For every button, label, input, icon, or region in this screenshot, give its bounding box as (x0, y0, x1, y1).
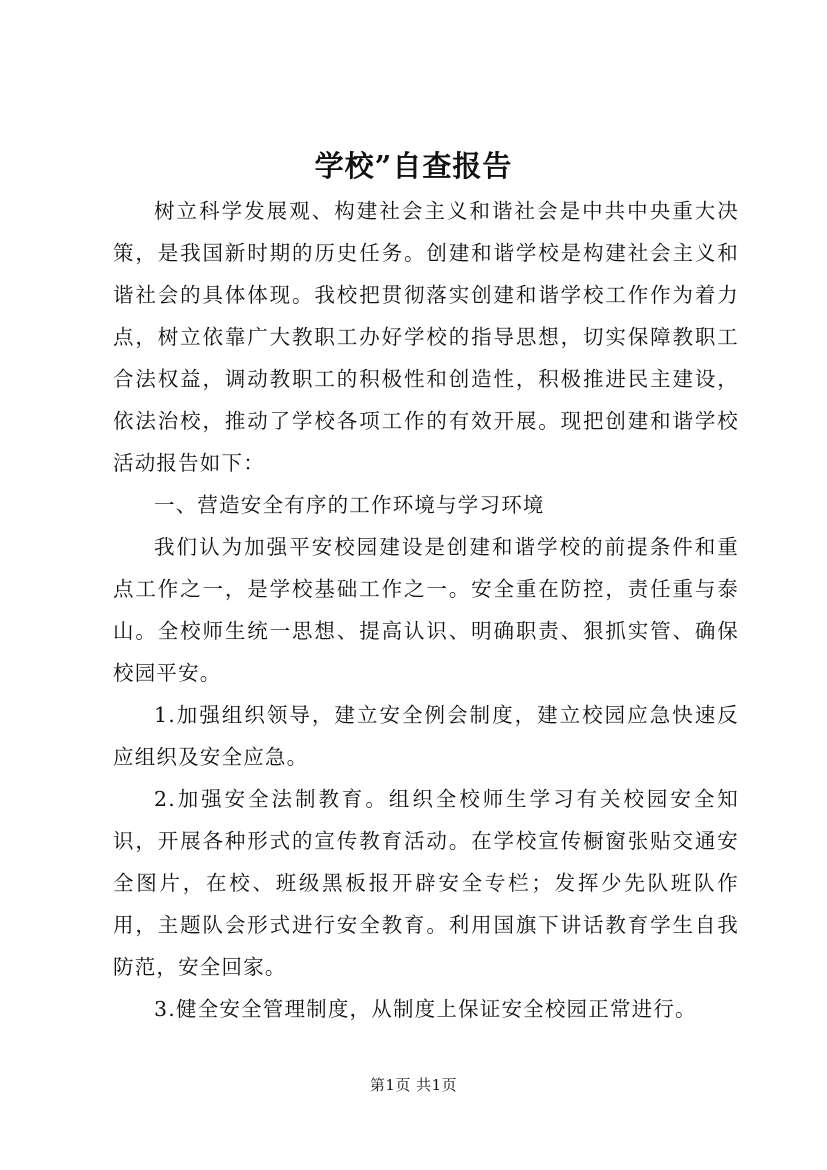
list-item-1: 1.加强组织领导，建立安全例会制度，建立校园应急快速反应组织及安全应急。 (113, 703, 739, 769)
document-body (113, 190, 739, 1030)
list-item-3: 3.健全安全管理制度，从制度上保证安全校园正常进行。 (154, 997, 697, 1021)
list-item-2: 2.加强安全法制教育。组织全校师生学习有关校园安全知识，开展各种形式的宣传教育活动。在学校宣传橱窗张贴交通安全图片，在校、班级黑板报开辟安全专栏；发挥少先队班队作用，主题队会形式进行安全教育。利用国旗下讲话教育学生自我防范，安全回家。 (113, 787, 739, 979)
paragraph-intro: 树立科学发展观、构建社会主义和谐社会是中共中央重大决策，是我国新时期的历史任务。创建和谐学校是构建社会主义和谐社会的具体体现。我校把贯彻落实创建和谐学校工作作为着力点，树立依靠广大教职工办好学校的指导思想，切实保障教职工合法权益，调动教职工的积极性和创造性，积极推进民主建设，依法治校，推动了学校各项工作的有效开展。现把创建和谐学校活动报告如下： (113, 199, 739, 475)
page-footer: 第1页 共1页 (369, 1076, 458, 1094)
section-heading-1: 一、营造安全有序的工作环境与学习环境 (154, 493, 545, 517)
paragraph-safety-intro: 我们认为加强平安校园建设是创建和谐学校的前提条件和重点工作之一，是学校基础工作之一。安全重在防控，责任重与泰山。全校师生统一思想、提高认识、明确职责、狠抓实管、确保校园平安。 (113, 535, 739, 685)
document-title: 学校”自查报告 (314, 149, 513, 183)
